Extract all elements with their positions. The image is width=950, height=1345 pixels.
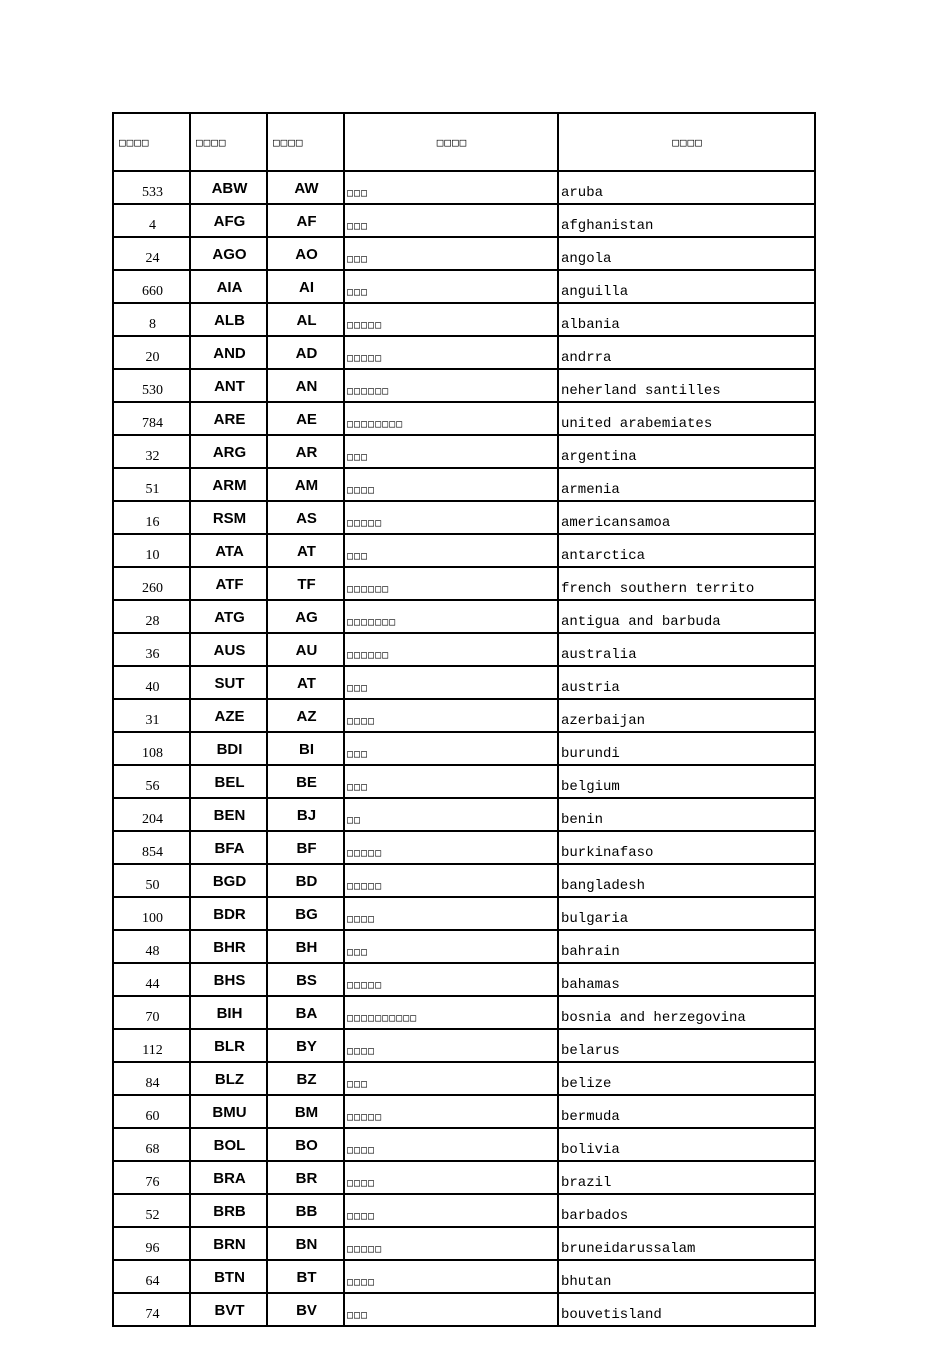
alpha2-code-cell: BZ [267, 1062, 344, 1095]
chinese-name-cell: □□□ [344, 204, 558, 237]
english-name-cell: neherland santilles [558, 369, 815, 402]
alpha3-code-cell: AFG [190, 204, 267, 237]
alpha3-code-cell: AZE [190, 699, 267, 732]
chinese-name-cell: □□□□□ [344, 864, 558, 897]
alpha3-code-cell: ARE [190, 402, 267, 435]
table-row [113, 468, 815, 501]
numeric-code-cell: 854 [113, 831, 190, 864]
english-name-cell: bruneidarussalam [558, 1227, 815, 1260]
alpha2-code-cell: AM [267, 468, 344, 501]
table-row [113, 1029, 815, 1062]
numeric-code-cell: 28 [113, 600, 190, 633]
chinese-name-cell: □□□□□□□ [344, 600, 558, 633]
alpha3-code-cell: ARG [190, 435, 267, 468]
alpha2-code-cell: BN [267, 1227, 344, 1260]
numeric-code-cell: 112 [113, 1029, 190, 1062]
english-name-cell: afghanistan [558, 204, 815, 237]
numeric-code-cell: 96 [113, 1227, 190, 1260]
table-header [113, 113, 815, 171]
alpha2-code-cell: BH [267, 930, 344, 963]
alpha2-code-cell: AI [267, 270, 344, 303]
alpha3-code-cell: ARM [190, 468, 267, 501]
chinese-name-cell: □□□ [344, 435, 558, 468]
alpha2-code-cell: BM [267, 1095, 344, 1128]
english-name-cell: argentina [558, 435, 815, 468]
alpha2-code-cell: AF [267, 204, 344, 237]
header-english-name: □□□□ [558, 113, 815, 171]
alpha3-code-cell: AGO [190, 237, 267, 270]
english-name-cell: burundi [558, 732, 815, 765]
numeric-code-cell: 52 [113, 1194, 190, 1227]
numeric-code-cell: 60 [113, 1095, 190, 1128]
alpha3-code-cell: BMU [190, 1095, 267, 1128]
english-name-cell: bermuda [558, 1095, 815, 1128]
english-name-cell: azerbaijan [558, 699, 815, 732]
alpha2-code-cell: BI [267, 732, 344, 765]
chinese-name-cell: □□□□□□□□□□ [344, 996, 558, 1029]
english-name-cell: brazil [558, 1161, 815, 1194]
alpha3-code-cell: AUS [190, 633, 267, 666]
table-row [113, 1260, 815, 1293]
table-row [113, 237, 815, 270]
table-row [113, 270, 815, 303]
english-name-cell: burkinafaso [558, 831, 815, 864]
alpha3-code-cell: BDR [190, 897, 267, 930]
table-row [113, 402, 815, 435]
numeric-code-cell: 44 [113, 963, 190, 996]
alpha2-code-cell: BS [267, 963, 344, 996]
english-name-cell: angola [558, 237, 815, 270]
english-name-cell: bahamas [558, 963, 815, 996]
numeric-code-cell: 32 [113, 435, 190, 468]
chinese-name-cell: □□□ [344, 534, 558, 567]
table-row [113, 1128, 815, 1161]
table-row [113, 765, 815, 798]
alpha2-code-cell: AL [267, 303, 344, 336]
header-numeric-code: □□□□ [113, 113, 190, 171]
table-row [113, 336, 815, 369]
numeric-code-cell: 20 [113, 336, 190, 369]
chinese-name-cell: □□□□□□ [344, 567, 558, 600]
alpha2-code-cell: BY [267, 1029, 344, 1062]
alpha3-code-cell: BLZ [190, 1062, 267, 1095]
english-name-cell: anguilla [558, 270, 815, 303]
header-alpha3-code: □□□□ [190, 113, 267, 171]
table-row [113, 600, 815, 633]
alpha3-code-cell: AIA [190, 270, 267, 303]
numeric-code-cell: 10 [113, 534, 190, 567]
chinese-name-cell: □□□□□ [344, 831, 558, 864]
alpha3-code-cell: SUT [190, 666, 267, 699]
table-row [113, 633, 815, 666]
english-name-cell: bhutan [558, 1260, 815, 1293]
alpha3-code-cell: ALB [190, 303, 267, 336]
numeric-code-cell: 84 [113, 1062, 190, 1095]
alpha2-code-cell: AS [267, 501, 344, 534]
alpha3-code-cell: BOL [190, 1128, 267, 1161]
alpha3-code-cell: BTN [190, 1260, 267, 1293]
alpha2-code-cell: BT [267, 1260, 344, 1293]
alpha2-code-cell: BO [267, 1128, 344, 1161]
numeric-code-cell: 8 [113, 303, 190, 336]
chinese-name-cell: □□□□□ [344, 501, 558, 534]
chinese-name-cell: □□□ [344, 1293, 558, 1326]
table-row [113, 732, 815, 765]
table-row [113, 864, 815, 897]
alpha2-code-cell: AT [267, 666, 344, 699]
alpha2-code-cell: AW [267, 171, 344, 204]
chinese-name-cell: □□□ [344, 171, 558, 204]
table-row [113, 501, 815, 534]
table-row [113, 435, 815, 468]
numeric-code-cell: 533 [113, 171, 190, 204]
numeric-code-cell: 51 [113, 468, 190, 501]
alpha3-code-cell: ANT [190, 369, 267, 402]
alpha2-code-cell: BJ [267, 798, 344, 831]
english-name-cell: antigua and barbuda [558, 600, 815, 633]
alpha3-code-cell: BHS [190, 963, 267, 996]
alpha2-code-cell: AT [267, 534, 344, 567]
english-name-cell: armenia [558, 468, 815, 501]
chinese-name-cell: □□□□□□□□ [344, 402, 558, 435]
chinese-name-cell: □□□□ [344, 468, 558, 501]
english-name-cell: aruba [558, 171, 815, 204]
english-name-cell: belarus [558, 1029, 815, 1062]
chinese-name-cell: □□□□ [344, 1029, 558, 1062]
english-name-cell: bolivia [558, 1128, 815, 1161]
english-name-cell: belgium [558, 765, 815, 798]
table-row [113, 171, 815, 204]
numeric-code-cell: 74 [113, 1293, 190, 1326]
alpha3-code-cell: BEL [190, 765, 267, 798]
numeric-code-cell: 40 [113, 666, 190, 699]
english-name-cell: albania [558, 303, 815, 336]
chinese-name-cell: □□□ [344, 1062, 558, 1095]
numeric-code-cell: 784 [113, 402, 190, 435]
alpha3-code-cell: BHR [190, 930, 267, 963]
alpha3-code-cell: BRA [190, 1161, 267, 1194]
alpha2-code-cell: BD [267, 864, 344, 897]
numeric-code-cell: 660 [113, 270, 190, 303]
table-row [113, 699, 815, 732]
table-row [113, 303, 815, 336]
numeric-code-cell: 16 [113, 501, 190, 534]
alpha2-code-cell: AN [267, 369, 344, 402]
alpha3-code-cell: ATA [190, 534, 267, 567]
chinese-name-cell: □□□□□ [344, 963, 558, 996]
alpha2-code-cell: AU [267, 633, 344, 666]
numeric-code-cell: 204 [113, 798, 190, 831]
english-name-cell: bosnia and herzegovina [558, 996, 815, 1029]
alpha2-code-cell: AD [267, 336, 344, 369]
alpha3-code-cell: BGD [190, 864, 267, 897]
english-name-cell: french southern territo [558, 567, 815, 600]
chinese-name-cell: □□□□□ [344, 336, 558, 369]
table-row [113, 897, 815, 930]
numeric-code-cell: 530 [113, 369, 190, 402]
chinese-name-cell: □□□□ [344, 1161, 558, 1194]
chinese-name-cell: □□□□ [344, 1128, 558, 1161]
alpha2-code-cell: AR [267, 435, 344, 468]
numeric-code-cell: 260 [113, 567, 190, 600]
alpha3-code-cell: RSM [190, 501, 267, 534]
alpha3-code-cell: BDI [190, 732, 267, 765]
table-row [113, 963, 815, 996]
chinese-name-cell: □□ [344, 798, 558, 831]
numeric-code-cell: 68 [113, 1128, 190, 1161]
numeric-code-cell: 31 [113, 699, 190, 732]
chinese-name-cell: □□□ [344, 666, 558, 699]
alpha2-code-cell: BG [267, 897, 344, 930]
numeric-code-cell: 50 [113, 864, 190, 897]
alpha3-code-cell: ATF [190, 567, 267, 600]
table-row [113, 1095, 815, 1128]
numeric-code-cell: 64 [113, 1260, 190, 1293]
english-name-cell: bangladesh [558, 864, 815, 897]
english-name-cell: americansamoa [558, 501, 815, 534]
alpha2-code-cell: BV [267, 1293, 344, 1326]
alpha2-code-cell: BF [267, 831, 344, 864]
table-row [113, 534, 815, 567]
header-row [113, 113, 815, 171]
country-code-table [112, 112, 816, 1327]
chinese-name-cell: □□□□□ [344, 303, 558, 336]
alpha2-code-cell: AO [267, 237, 344, 270]
alpha3-code-cell: BEN [190, 798, 267, 831]
header-alpha2-code: □□□□ [267, 113, 344, 171]
chinese-name-cell: □□□ [344, 270, 558, 303]
table-row [113, 1161, 815, 1194]
table-row [113, 204, 815, 237]
alpha3-code-cell: BIH [190, 996, 267, 1029]
alpha3-code-cell: BFA [190, 831, 267, 864]
numeric-code-cell: 4 [113, 204, 190, 237]
chinese-name-cell: □□□□ [344, 1260, 558, 1293]
table-row [113, 930, 815, 963]
table-row [113, 1194, 815, 1227]
alpha3-code-cell: BVT [190, 1293, 267, 1326]
alpha2-code-cell: BB [267, 1194, 344, 1227]
english-name-cell: antarctica [558, 534, 815, 567]
english-name-cell: andrra [558, 336, 815, 369]
alpha2-code-cell: AZ [267, 699, 344, 732]
table-body [113, 171, 815, 1326]
table-row [113, 369, 815, 402]
chinese-name-cell: □□□□□□ [344, 369, 558, 402]
alpha3-code-cell: AND [190, 336, 267, 369]
table-row [113, 1227, 815, 1260]
english-name-cell: austria [558, 666, 815, 699]
alpha2-code-cell: TF [267, 567, 344, 600]
english-name-cell: united arabemiates [558, 402, 815, 435]
chinese-name-cell: □□□ [344, 237, 558, 270]
table-row [113, 666, 815, 699]
table-row [113, 798, 815, 831]
alpha3-code-cell: BLR [190, 1029, 267, 1062]
alpha2-code-cell: AG [267, 600, 344, 633]
chinese-name-cell: □□□□□□ [344, 633, 558, 666]
alpha3-code-cell: BRB [190, 1194, 267, 1227]
table-row [113, 831, 815, 864]
chinese-name-cell: □□□□ [344, 897, 558, 930]
chinese-name-cell: □□□ [344, 765, 558, 798]
table-row [113, 1062, 815, 1095]
alpha2-code-cell: BA [267, 996, 344, 1029]
english-name-cell: australia [558, 633, 815, 666]
chinese-name-cell: □□□□ [344, 699, 558, 732]
english-name-cell: belize [558, 1062, 815, 1095]
numeric-code-cell: 100 [113, 897, 190, 930]
numeric-code-cell: 70 [113, 996, 190, 1029]
numeric-code-cell: 24 [113, 237, 190, 270]
table-row [113, 1293, 815, 1326]
table-row [113, 996, 815, 1029]
alpha2-code-cell: AE [267, 402, 344, 435]
numeric-code-cell: 56 [113, 765, 190, 798]
numeric-code-cell: 48 [113, 930, 190, 963]
alpha3-code-cell: ATG [190, 600, 267, 633]
english-name-cell: bahrain [558, 930, 815, 963]
numeric-code-cell: 36 [113, 633, 190, 666]
chinese-name-cell: □□□ [344, 732, 558, 765]
english-name-cell: bouvetisland [558, 1293, 815, 1326]
english-name-cell: bulgaria [558, 897, 815, 930]
english-name-cell: benin [558, 798, 815, 831]
alpha2-code-cell: BR [267, 1161, 344, 1194]
alpha2-code-cell: BE [267, 765, 344, 798]
table-row [113, 567, 815, 600]
chinese-name-cell: □□□□□ [344, 1227, 558, 1260]
numeric-code-cell: 76 [113, 1161, 190, 1194]
alpha3-code-cell: ABW [190, 171, 267, 204]
chinese-name-cell: □□□□□ [344, 1095, 558, 1128]
english-name-cell: barbados [558, 1194, 815, 1227]
chinese-name-cell: □□□ [344, 930, 558, 963]
numeric-code-cell: 108 [113, 732, 190, 765]
chinese-name-cell: □□□□ [344, 1194, 558, 1227]
header-chinese-name: □□□□ [344, 113, 558, 171]
alpha3-code-cell: BRN [190, 1227, 267, 1260]
